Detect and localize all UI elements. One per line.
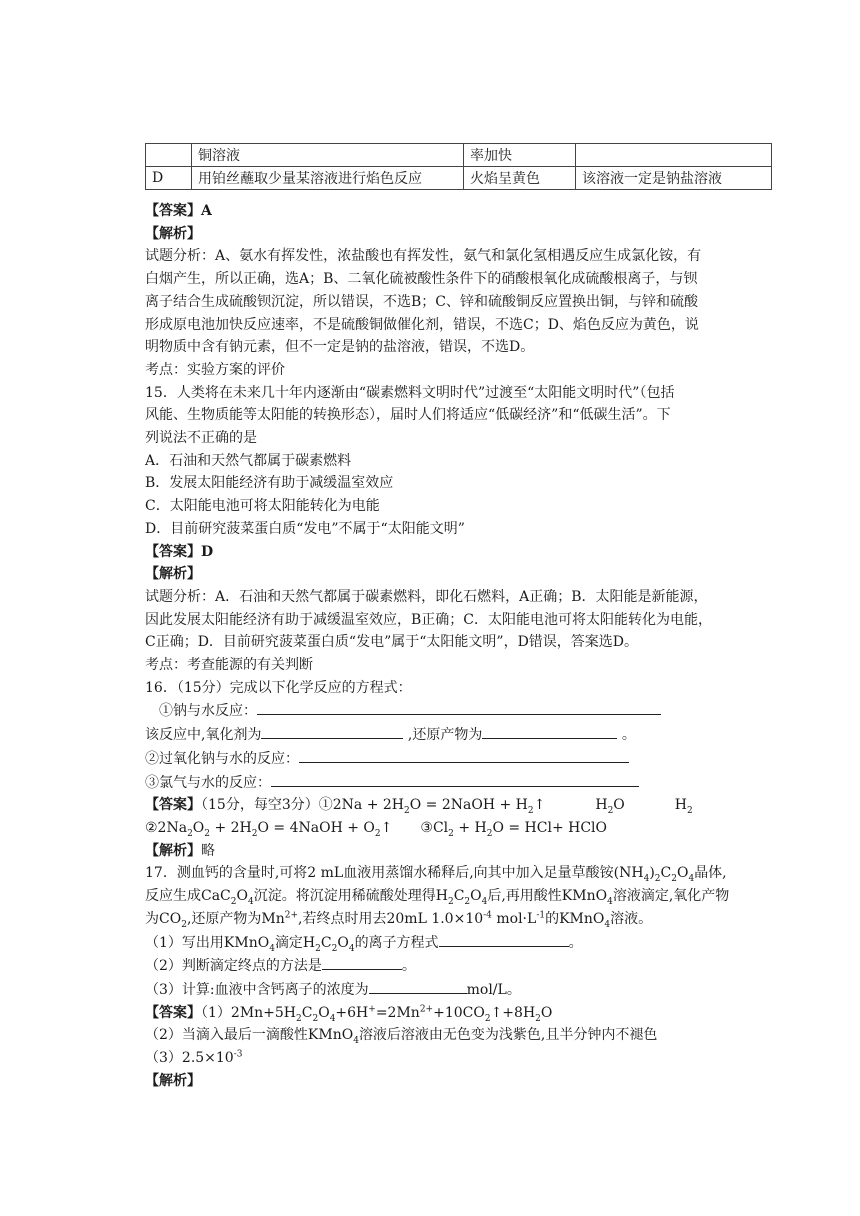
stem-text: 溶液。 <box>610 910 653 927</box>
subscript: 4 <box>604 919 611 930</box>
analysis-text: 略 <box>201 842 215 859</box>
stem-text: O <box>236 888 248 905</box>
stem-text: C <box>660 865 672 882</box>
answer-text: （3）2.5×10 <box>145 1050 234 1067</box>
stem-text: 沉淀。将沉淀用稀硫酸处理得H <box>253 888 448 905</box>
q14-analysis-heading: 【解析】 <box>145 225 201 242</box>
q14-analysis-line: 白烟产生，所以正确，选A；B、二氧化硫被酸性条件下的硝酸根氧化成硫酸根离子，与钡 <box>145 271 698 288</box>
q15-analysis-line: 试题分析：A．石油和天然气都属于碳素燃料，即化石燃料，A正确；B．太阳能是新能源， <box>145 588 708 605</box>
q17-stem-line-3 <box>145 908 785 931</box>
q16-analysis <box>145 840 785 863</box>
oxidant-answer: O <box>613 797 625 814</box>
answer-note: （15分，每空3分） <box>201 797 319 814</box>
answer-text: ↑+8H <box>490 1004 536 1021</box>
question-text: mol/L。 <box>466 981 521 998</box>
equation-text: O = 4NaOH + O <box>257 819 375 836</box>
answer-blank[interactable] <box>322 954 402 970</box>
equation-text: O = 2NaOH + H <box>409 797 528 814</box>
subscript: 2 <box>187 828 193 839</box>
question-text: 的离子方程式 <box>354 934 439 951</box>
answer-text: =2Mn <box>375 1004 420 1021</box>
stem-text: ,还原产物为Mn <box>186 910 285 927</box>
stem-text: 晶体, <box>694 865 727 882</box>
q14-kaodian: 考点：实验方案的评价 <box>145 361 285 378</box>
table-cell-operation: 铜溶液 <box>192 144 464 167</box>
answer-blank[interactable] <box>271 771 639 787</box>
subscript: 4 <box>688 874 695 885</box>
answer-text: C <box>301 1004 313 1021</box>
answer-text: +10CO <box>433 1004 485 1021</box>
subscript: 2 <box>535 1013 541 1024</box>
stem-text: 反应生成CaC <box>145 888 231 905</box>
stem-text: 为CO <box>145 910 182 927</box>
subscript: 2 <box>374 828 381 839</box>
q17-question-3 <box>145 978 785 1002</box>
stem-text: ) <box>649 865 655 882</box>
q16-item-1 <box>145 699 785 723</box>
answer-text: 溶液后溶液由无色变为浅紫色,且半分钟内不褪色 <box>358 1027 658 1044</box>
equation-text: + H <box>453 819 487 836</box>
equation-text: ③Cl <box>420 819 449 836</box>
stem-text: 溶液滴定,氧化产物 <box>612 888 730 905</box>
q16-item-2-label: ②过氧化钠与水的反应： <box>145 750 299 767</box>
answer-text: （2）当滴入最后一滴酸性KMnO <box>145 1027 354 1044</box>
answer-blank[interactable] <box>439 931 569 947</box>
equation-text: ↑ <box>380 819 393 836</box>
q17-question-1 <box>145 931 785 955</box>
q17-answer-3 <box>145 1047 785 1070</box>
superscript: + <box>368 1003 376 1014</box>
answer-text: O <box>318 1004 330 1021</box>
subscript: 2 <box>331 943 338 954</box>
subscript: 4 <box>248 896 254 907</box>
oxidant-answer: H <box>595 797 608 814</box>
subscript: 4 <box>269 943 275 954</box>
q17-question-2 <box>145 954 785 978</box>
equation-text: O = HCl+ HClO <box>492 819 608 836</box>
answer-text: （1）2Mn+5H <box>201 1004 297 1021</box>
q15-option-b: B．发展太阳能经济有助于减缓温室效应 <box>145 475 394 492</box>
subscript: 4 <box>607 896 613 907</box>
q15-stem-line: 列说法不正确的是 <box>145 430 257 447</box>
subscript: 2 <box>181 919 187 930</box>
q16-answer-line-1 <box>145 794 785 817</box>
answer-blank[interactable] <box>369 978 467 994</box>
reduct-label: ,还原产物为 <box>407 727 483 744</box>
table-cell-label: D <box>146 167 192 190</box>
stem-text: 17．测血钙的含量时,可将2 mL血液用蒸馏水稀释后,向其中加入足量草酸铵(NH <box>145 865 644 882</box>
option-table <box>145 143 772 190</box>
subscript: 2 <box>484 1013 491 1024</box>
question-text: 。 <box>401 958 416 975</box>
equation-text: ↑ <box>533 797 546 814</box>
stem-text: O <box>676 865 689 882</box>
answer-text: O <box>540 1004 553 1021</box>
subscript: 2 <box>464 896 471 907</box>
question-text: （2）判断滴定终点的方法是 <box>145 958 322 975</box>
stem-text: C <box>453 888 465 905</box>
answer-blank[interactable] <box>257 699 661 715</box>
subscript: 2 <box>671 874 677 885</box>
stem-text: 的KMnO <box>545 910 605 927</box>
q15-option-c: C．太阳能电池可将太阳能转化为电能 <box>145 498 380 515</box>
equation-text: ②2Na <box>145 819 188 836</box>
stem-text: 后,再用酸性KMnO <box>487 888 608 905</box>
subscript: 2 <box>486 828 493 839</box>
superscript: -4 <box>483 910 492 921</box>
question-text: C <box>320 934 332 951</box>
q17-answer-1 <box>145 1002 785 1025</box>
table-cell-conclusion: 该溶液一定是钠盐溶液 <box>576 167 772 190</box>
q15-analysis-line: 因此发展太阳能经济有助于减缓温室效应，B正确；C．太阳能电池可将太阳能转化为电能， <box>145 611 712 628</box>
answer-blank[interactable] <box>482 723 617 739</box>
equation-text: ①2Na + 2H <box>318 797 404 814</box>
oxidant-label: 该反应中,氧化剂为 <box>145 727 262 744</box>
equation-text: O <box>192 819 205 836</box>
subscript: 2 <box>447 896 454 907</box>
q16-answer-line-2 <box>145 817 785 840</box>
q17-analysis-heading: 【解析】 <box>145 1072 201 1089</box>
q16-stem: 16．（15分）完成以下化学反应的方程式： <box>145 679 412 696</box>
subscript: 4 <box>329 1013 336 1024</box>
subscript: 2 <box>654 874 661 885</box>
q15-answer: 【答案】D <box>145 543 214 560</box>
table-cell-phenomenon: 率加快 <box>464 144 576 167</box>
superscript: 2+ <box>284 910 299 921</box>
subscript: 2 <box>312 1013 319 1024</box>
q16-products-line <box>145 723 785 747</box>
stem-text: mol·L <box>491 910 537 927</box>
q16-item-2 <box>145 747 785 771</box>
q15-stem-line: 风能、生物质能等太阳能的转换形态），届时人们将适应“低碳经济”和“低碳生活”。下 <box>145 407 671 424</box>
question-text: 滴定H <box>274 934 316 951</box>
analysis-heading: 【解析】 <box>145 842 201 859</box>
q15-kaodian: 考点：考查能源的有关判断 <box>145 657 313 674</box>
subscript: 2 <box>527 806 534 817</box>
superscript: 2+ <box>419 1003 434 1014</box>
question-text: 。 <box>568 934 583 951</box>
document-body <box>145 200 785 1092</box>
q14-analysis-line: 形成原电池加快反应速率，不是硫酸铜做催化剂，错误，不选C；D、焰色反应为黄色，说 <box>145 316 699 333</box>
table-cell-phenomenon: 火焰呈黄色 <box>464 167 576 190</box>
subscript: 2 <box>687 806 693 817</box>
q15-stem-line: 15．人类将在未来几十年内逐渐由“碳素燃料文明时代”过渡至“太阳能文明时代”（包括 <box>145 384 675 401</box>
answer-blank[interactable] <box>261 723 403 739</box>
superscript: -1 <box>536 910 546 921</box>
table-cell-operation: 用铂丝蘸取少量某溶液进行焰色反应 <box>192 167 464 190</box>
answer-tag: 【答案】 <box>145 1004 201 1021</box>
question-text: （3）计算:血液中含钙离子的浓度为 <box>145 981 369 998</box>
answer-text: +6H <box>335 1004 369 1021</box>
subscript: 2 <box>607 806 614 817</box>
subscript: 2 <box>204 828 211 839</box>
subscript: 4 <box>353 1036 359 1047</box>
equation-text: + 2H <box>210 819 252 836</box>
table-row <box>146 144 772 167</box>
subscript: 2 <box>296 1013 302 1024</box>
subscript: 4 <box>481 896 488 907</box>
period: 。 <box>621 727 636 744</box>
subscript: 2 <box>448 828 454 839</box>
table-cell-label <box>146 144 192 167</box>
question-text: （1）写出用KMnO <box>145 934 270 951</box>
q17-stem-line-2 <box>145 885 785 908</box>
superscript: -3 <box>233 1049 243 1060</box>
subscript: 4 <box>348 943 355 954</box>
q17-stem-line-1 <box>145 862 785 885</box>
q15-option-d: D．目前研究菠菜蛋白质“发电”不属于“太阳能文明” <box>145 520 465 537</box>
answer-tag: 【答案】 <box>145 797 201 814</box>
subscript: 2 <box>230 896 237 907</box>
q16-item-3 <box>145 771 785 795</box>
stem-text: ,若终点时用去20mL 1.0×10 <box>298 910 484 927</box>
question-text: O <box>337 934 349 951</box>
q14-analysis-line: 试题分析：A、氨水有挥发性，浓盐酸也有挥发性，氨气和氯化氢相遇反应生成氯化铵，有 <box>145 248 702 265</box>
q15-analysis-heading: 【解析】 <box>145 566 201 583</box>
q14-answer: 【答案】A <box>145 203 212 219</box>
subscript: 2 <box>404 806 410 817</box>
q14-analysis-line: 离子结合生成硫酸钡沉淀，所以错误，不选B；C、锌和硫酸铜反应置换出铜，与锌和硫酸 <box>145 293 698 310</box>
subscript: 2 <box>315 943 321 954</box>
subscript: 2 <box>251 828 258 839</box>
q16-item-3-label: ③氯气与水的反应： <box>145 774 271 791</box>
q17-answer-2 <box>145 1024 785 1047</box>
stem-text: O <box>470 888 482 905</box>
reduct-answer: H <box>674 797 687 814</box>
table-cell-conclusion <box>576 144 772 167</box>
q14-analysis-line: 明物质中含有钠元素，但不一定是钠的盐溶液，错误，不选D。 <box>145 339 535 356</box>
answer-blank[interactable] <box>299 747 629 763</box>
q15-analysis-line: C正确；D．目前研究菠菜蛋白质“发电”属于“太阳能文明”，D错误，答案选D。 <box>145 634 639 651</box>
subscript: 4 <box>643 874 650 885</box>
table-row <box>146 167 772 190</box>
q15-option-a: A．石油和天然气都属于碳素燃料 <box>145 452 352 469</box>
q16-item-1-label: ①钠与水反应： <box>159 703 257 720</box>
